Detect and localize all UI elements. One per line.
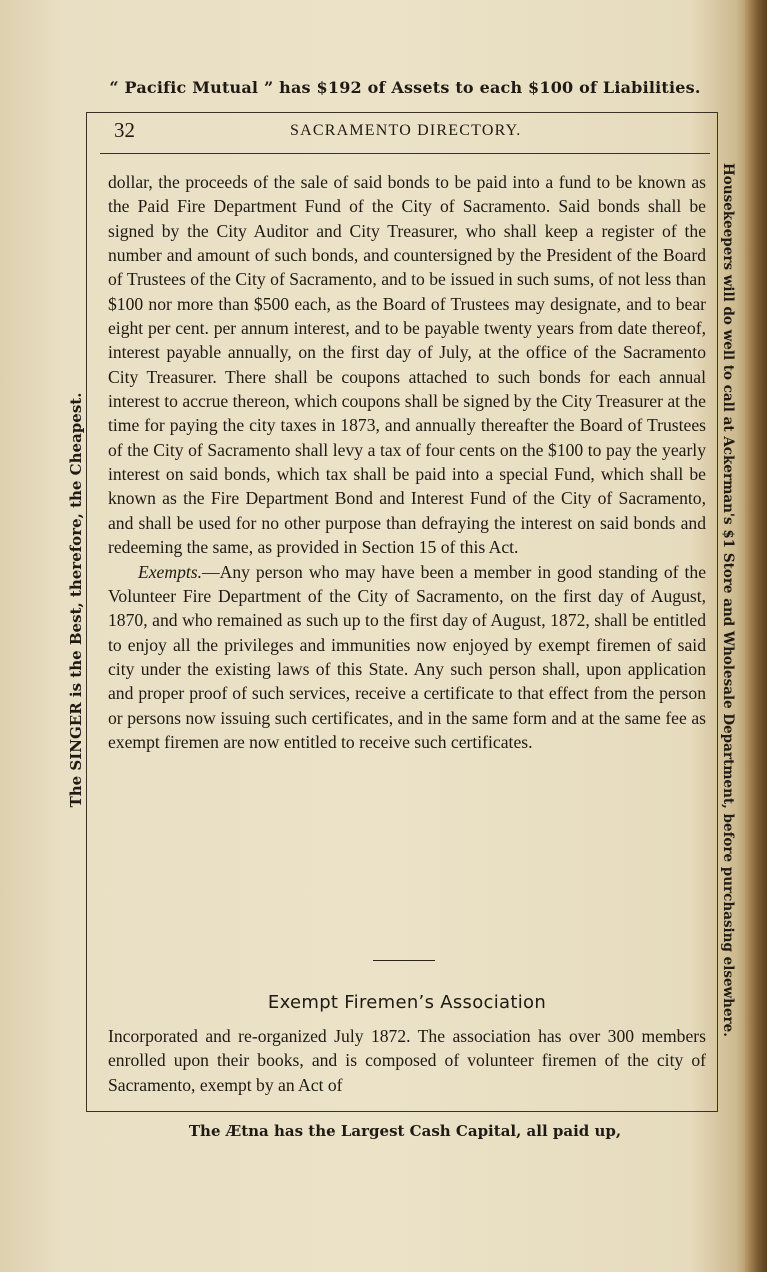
exempts-text: —Any person who may have been a member in good standing of the Volunteer Fire Department of the City of Sacramento, on the first day of August, 1870, and who remained as such up to the first day of August, 1872, shall be entitled to enjoy all the privileges and immunities now enjoyed by exempt firemen of said city under the existing laws of this State. Any such person shall, upon application and proper proof of such services, receive a certificate to that effect from the person or persons now issuing such certificates, and in the same form and at the same fee as exempt firemen are now entitled to receive such certificates. (108, 561, 706, 752)
exempts-lead: Exempts. (138, 561, 203, 582)
section-heading: Exempt Firemen’s Association (267, 992, 547, 1013)
right-margin-advertisement: Housekeepers will do well to call at Ackerman's $1 Store and Wholesale Department, before purchasing elsewhere. (720, 163, 736, 1037)
paragraph-exempts (108, 560, 706, 755)
page-edge-shadow (745, 0, 767, 1272)
paragraph-association: Incorporated and re-organized July 1872. The association has over 300 members enrolled upon their books, and is composed of volunteer firemen of the city of Sacramento, exempt by an Act of (108, 1026, 706, 1095)
paragraph-bonds: dollar, the proceeds of the sale of said bonds to be paid into a fund to be known as the Paid Fire Department Fund of the City of Sacramento. Said bonds shall be signed by the City Auditor and City Treasurer, who shall keep a register of the number and amount of such bonds, and countersigned by the President of the Board of Trustees of the City of Sacramento, and to be issued in such sums, of not less than $100 nor more than $500 each, as the Board of Trustees may designate, and to bear eight per cent. per annum interest, and to be payable twenty years from date thereof, interest payable annually, on the first day of July, at the office of the Sacramento City Treasurer. There shall be coupons attached to such bonds for each annual interest to accrue thereon, which coupons shall be signed by the City Treasurer at the time for paying the city taxes in 1873, and annually thereafter the Board of Trustees of the City of Sacramento shall levy a tax of four cents on the $100 to pay the yearly interest on said bonds, which tax shall be paid into a special Fund, which shall be known as the Fire Department Bond and Interest Fund of the City of Sacramento, and shall be used for no other purpose than defraying the interest on said bonds and redeeming the same, as provided in Section 15 of this Act. (108, 172, 706, 558)
left-margin-advertisement: The SINGER is the Best, therefore, the Cheapest. (67, 392, 85, 808)
section-divider (373, 960, 435, 961)
page-number: 32 (114, 118, 135, 142)
section-text (108, 1024, 706, 1097)
bottom-advertisement: The Ætna has the Largest Cash Capital, all paid up, (188, 1122, 622, 1140)
running-head: SACRAMENTO DIRECTORY. (290, 122, 522, 139)
header-rule (100, 153, 710, 154)
body-text (108, 170, 706, 754)
top-advertisement: “ Pacific Mutual ” has $192 of Assets to each $100 of Liabilities. (109, 78, 701, 97)
